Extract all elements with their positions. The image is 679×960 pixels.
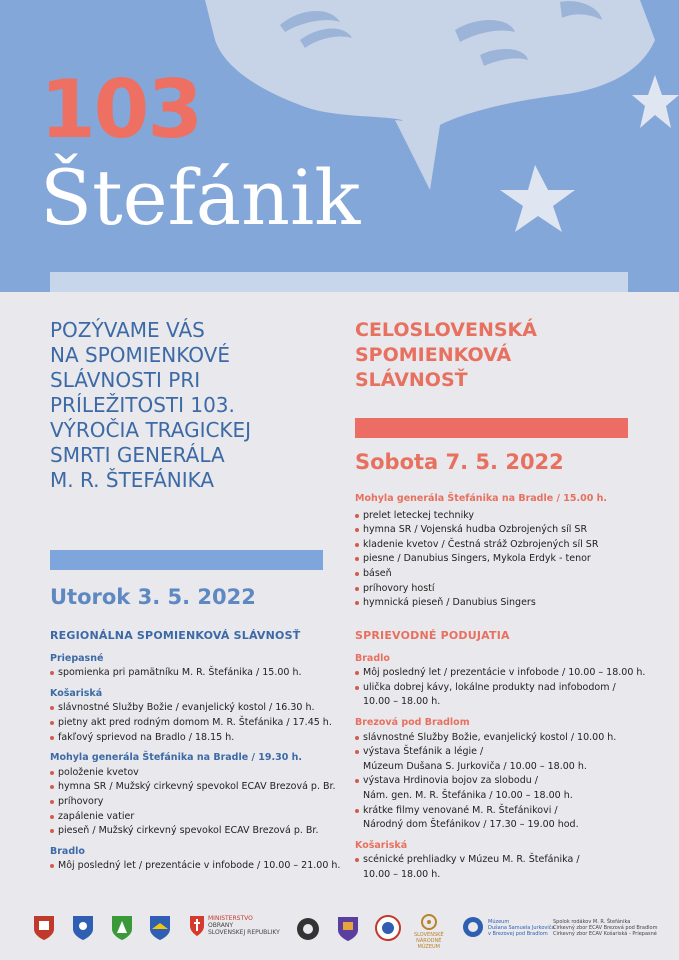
regional-date: Utorok 3. 5. 2022	[50, 585, 256, 609]
list-item: položenie kvetov	[50, 766, 350, 781]
partner-logos	[0, 905, 679, 955]
hero-title: Štefánik	[40, 153, 361, 242]
snm-logo-text: SLOVENSKÉ NÁRODNÉ MÚZEUM	[414, 932, 444, 950]
list-item: slávnostné Služby Božie / evanjelický kostol / 16.30 h.	[50, 701, 350, 716]
list-item: príhovory hostí	[355, 582, 655, 597]
list-item: fakľový sprievod na Bradlo / 18.15 h.	[50, 731, 350, 746]
list-item: slávnostné Služby Božie, evanjelický kostol / 10.00 h.	[355, 731, 655, 746]
museum-logo-text: Múzeum Dušana Samuela Jurkoviča v Brezovej pod Bradlom	[488, 919, 555, 937]
coat-of-arms-icon	[111, 915, 133, 941]
coat-of-arms-icon	[149, 915, 171, 941]
list-item: spomienka pri pamätníku M. R. Štefánika / 15.00 h.	[50, 666, 350, 681]
coat-of-arms-icon	[336, 915, 360, 943]
list-item: príhovory	[50, 795, 350, 810]
list-item: výstava Hrdinovia bojov za slobodu /	[355, 774, 655, 789]
invitation-text: POZÝVAME VÁS NA SPOMIENKOVÉ SLÁVNOSTI PRI PRÍLEŽITOSTI 103. VÝROČIA TRAGICKEJ SMRTI GENERÁLA M. R. ŠTEFÁNIKA	[50, 318, 252, 492]
coat-of-arms-icon	[72, 915, 94, 941]
list-item: piesne / Danubius Singers, Mykola Erdyk - tenor	[355, 552, 655, 567]
list-item: prelet leteckej techniky	[355, 509, 655, 524]
list-item: ulička dobrej kávy, lokálne produkty nad infobodom /	[355, 681, 655, 696]
national-title: CELOSLOVENSKÁ SPOMIENKOVÁ SLÁVNOSŤ	[355, 319, 537, 391]
snm-logo-icon	[420, 913, 438, 931]
list-item: hymna SR / Vojenská hudba Ozbrojených síl SR	[355, 523, 655, 538]
regional-program: REGIONÁLNA SPOMIENKOVÁ SLÁVNOSŤ Priepasné spomienka pri pamätníku M. R. Štefánika / 15.00 h. Košariská slávnostné Služby Božie / evanjelický kostol / 16.30 h. pietny akt pred rodným domom M. R. Štefánika / 17.45 h. fakľový sprievod na Bradlo / 18.15 h. Mohyla generála Štefánika na Bradle / 19.30 h. položenie kvetov hymna SR / Mužský cirkevný spevokol ECAV Brezová p. Br. príhovory zapálenie vatier pieseň / Mužský cirkevný spevokol ECAV Brezová p. Br. Bradlo Môj posledný let / prezentácie v infobode / 10.00 – 21.00 h.	[50, 629, 350, 874]
list-item: scénické prehliadky v Múzeu M. R. Štefánika /	[355, 853, 655, 868]
hero-banner	[0, 0, 679, 292]
blue-stripe	[50, 550, 323, 570]
list-item: hymnická pieseň / Danubius Singers	[355, 596, 655, 611]
list-item: Môj posledný let / prezentácie v infobode / 10.00 – 21.00 h.	[50, 859, 350, 874]
museum-logo-icon	[461, 915, 485, 939]
list-item: Môj posledný let / prezentácie v infobode / 10.00 – 18.00 h.	[355, 666, 655, 681]
national-program: Mohyla generála Štefánika na Bradle / 15.00 h. prelet leteckej techniky hymna SR / Vojenská hudba Ozbrojených síl SR kladenie kvetov / Čestná stráž Ozbrojených síl SR piesne / Danubius Singers, Mykola Erdyk - tenor báseň príhovory hostí hymnická pieseň / Danubius Singers	[355, 492, 655, 611]
list-item: báseň	[355, 567, 655, 582]
seal-icon	[375, 915, 401, 941]
coat-of-arms-icon	[33, 915, 55, 941]
list-item: hymna SR / Mužský cirkevný spevokol ECAV Brezová p. Br.	[50, 780, 350, 795]
national-date: Sobota 7. 5. 2022	[355, 450, 564, 474]
list-item: krátke filmy venované M. R. Štefánikovi /	[355, 804, 655, 819]
list-item: výstava Štefánik a légie /	[355, 745, 655, 760]
red-stripe	[355, 418, 628, 438]
hero-stripe	[50, 272, 628, 292]
section-title: SPRIEVODNÉ PODUJATIA	[355, 629, 510, 642]
list-item: zapálenie vatier	[50, 810, 350, 825]
section-title: REGIONÁLNA SPOMIENKOVÁ SLÁVNOSŤ	[50, 629, 301, 642]
list-item: pietny akt pred rodným domom M. R. Štefánika / 17.45 h.	[50, 716, 350, 731]
list-item: pieseň / Mužský cirkevný spevokol ECAV Brezová p. Br.	[50, 824, 350, 839]
associations-text: Spolok rodákov M. R. Štefánika Cirkevný zbor ECAV Brezová pod Bradlom Cirkevný zbor ECAV Košariská - Priepasné	[553, 919, 658, 937]
emblem-icon	[296, 915, 320, 943]
anniversary-number: 103	[40, 63, 201, 156]
slovak-emblem-icon	[189, 915, 205, 937]
ministry-logo-text: MINISTERSTVO OBRANY SLOVENSKEJ REPUBLIKY	[208, 915, 280, 936]
side-events: SPRIEVODNÉ PODUJATIA Bradlo Môj posledný let / prezentácie v infobode / 10.00 – 18.00 h. ulička dobrej kávy, lokálne produkty nad infobodom / 10.00 – 18.00 h. Brezová pod Bradlom slávnostné Služby Božie, evanjelický kostol / 10.00 h. výstava Štefánik a légie / Múzeum Dušana S. Jurkoviča / 10.00 – 18.00 h. výstava Hrdinovia bojov za slobodu / Nám. gen. M. R. Štefánika / 10.00 – 18.00 h. krátke filmy venované M. R. Štefánikovi / Národný dom Štefánikov / 17.30 – 19.00 hod. Košariská scénické prehliadky v Múzeu M. R. Štefánika / 10.00 – 18.00 h.	[355, 629, 655, 883]
list-item: kladenie kvetov / Čestná stráž Ozbrojených síl SR	[355, 538, 655, 553]
